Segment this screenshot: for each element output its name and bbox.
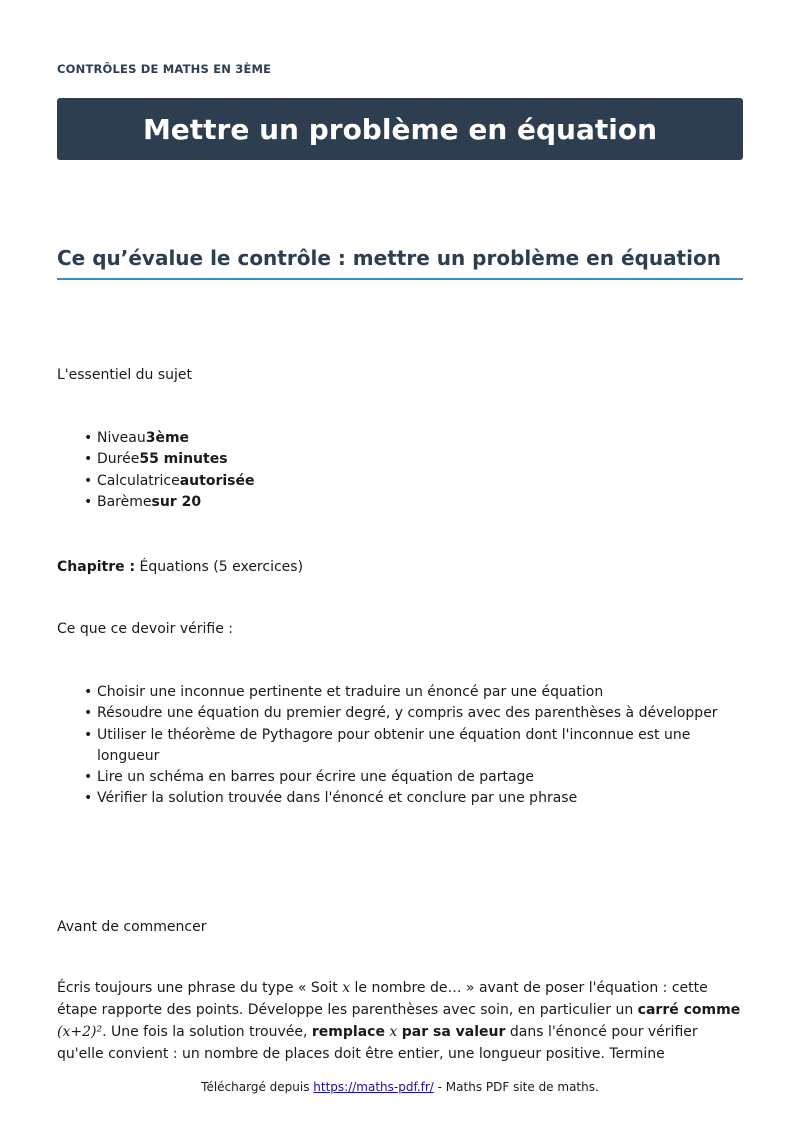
section-heading: Ce qu’évalue le contrôle : mettre un problème en équation [57, 244, 743, 280]
chapter-value: Équations (5 exercices) [139, 559, 304, 575]
skill-item: • Résoudre une équation du premier degré, y compris avec des parenthèses à développer [97, 703, 743, 724]
fact-item: • Niveau3ème [97, 428, 743, 449]
skill-item: • Vérifier la solution trouvée dans l'énoncé et conclure par une phrase [97, 788, 743, 809]
math-variable: x [342, 980, 351, 996]
page-kicker: CONTRÔLES DE MATHS EN 3ÈME [57, 62, 272, 76]
skill-item: • Lire un schéma en barres pour écrire une équation de partage [97, 767, 743, 788]
essentiel-label: L'essentiel du sujet [57, 367, 193, 383]
verifie-label: Ce que ce devoir vérifie : [57, 621, 234, 637]
skill-item: • Choisir une inconnue pertinente et traduire un énoncé par une équation [97, 682, 743, 703]
page-title: Mettre un problème en équation [142, 112, 658, 146]
skills-list [57, 682, 743, 810]
fact-item: • Durée55 minutes [97, 449, 743, 470]
fact-item: • Calculatriceautorisée [97, 471, 743, 492]
page-title-banner [57, 98, 743, 160]
math-variable: x [389, 1024, 398, 1040]
chapter-label: Chapitre : [57, 559, 136, 575]
advice-paragraph: Écris toujours une phrase du type « Soit x le nombre de… » avant de poser l'équation : cette étape rapporte des points. Développe les parenthèses avec soin, en particulier un carré comme (x+2)². Une fois la solution trouvée, remplace x par sa valeur dans l'énoncé pour vérifier qu'elle convient : un nombre de places doit être entier, une longueur positive. Termine [57, 980, 741, 1062]
chapter-line [57, 556, 743, 578]
math-expression: (x+2)² [57, 1024, 103, 1040]
skill-item: • Utiliser le théorème de Pythagore pour obtenir une équation dont l'inconnue est une longueur [97, 725, 743, 768]
page-footer: Téléchargé depuis https://maths-pdf.fr/ - Maths PDF site de maths. [201, 1080, 599, 1094]
facts-list [57, 428, 743, 513]
footer-link[interactable]: https://maths-pdf.fr/ [313, 1080, 434, 1094]
avant-label: Avant de commencer [57, 919, 207, 935]
fact-item: • Barèmesur 20 [97, 492, 743, 513]
